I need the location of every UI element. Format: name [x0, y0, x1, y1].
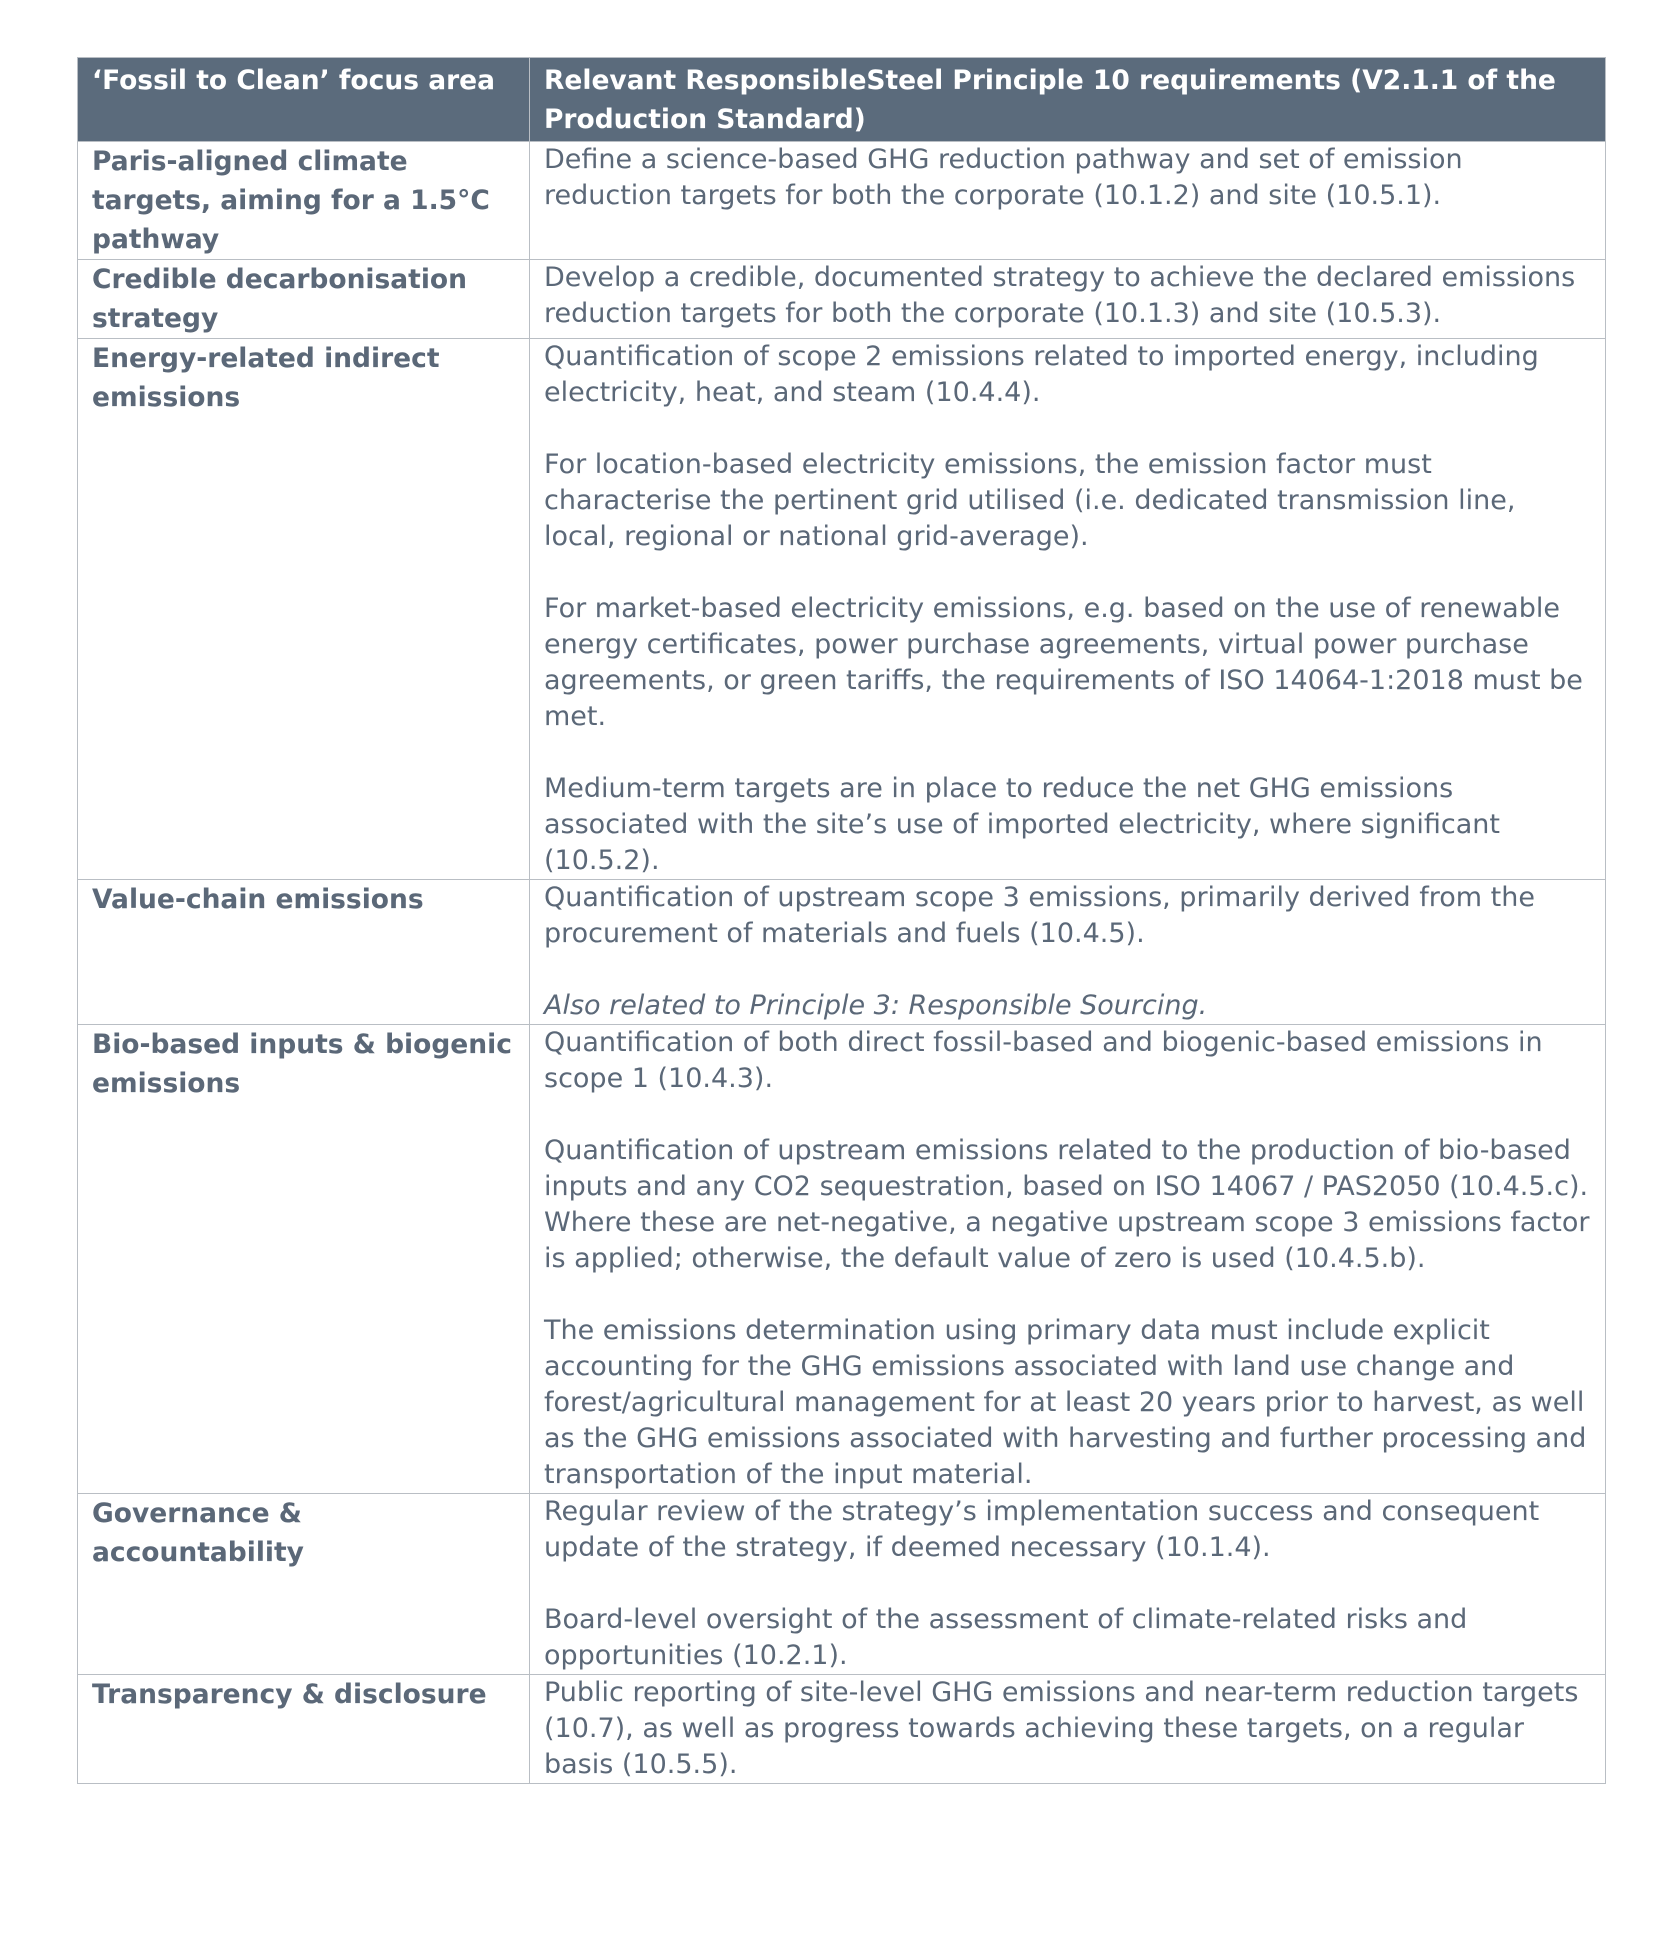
requirement-paragraph: Develop a credible, documented strategy to achieve the declared emissions reduction targets for both the corporate (10.1.3) and site (10.5.3).: [544, 262, 1576, 329]
requirements-cell: [530, 1494, 1606, 1675]
table-row: [78, 880, 1606, 1025]
table-header: [78, 58, 1606, 142]
requirement-paragraph: Quantification of both direct fossil-based and biogenic-based emissions in scope 1 (10.4.3).: [544, 1027, 1543, 1094]
requirements-cell: [530, 339, 1606, 880]
requirement-paragraph: Define a science-based GHG reduction pathway and set of emission reduction targets for both the corporate (10.1.2) and site (10.5.1).: [544, 144, 1463, 211]
requirement-paragraph: For market-based electricity emissions, e.g. based on the use of renewable energy certificates, power purchase agreements, virtual power purchase agreements, or green tariffs, the requirements of ISO 14064-1:2018 must be met.: [544, 593, 1583, 732]
header-requirements: Relevant ResponsibleSteel Principle 10 requirements (V2.1.1 of the Production Standard): [530, 58, 1606, 142]
header-row: [78, 58, 1606, 142]
focus-area-cell: Energy-related indirect emissions: [78, 339, 530, 880]
table-row: [78, 260, 1606, 339]
focus-area-cell: Value-chain emissions: [78, 880, 530, 1025]
requirement-paragraph: Public reporting of site-level GHG emissions and near-term reduction targets (10.7), as well as progress towards achieving these targets, on a regular basis (10.5.5).: [544, 1677, 1579, 1780]
requirements-cell: [530, 1675, 1606, 1784]
requirement-paragraph: Regular review of the strategy’s implementation success and consequent update of the strategy, if deemed necessary (10.1.4).: [544, 1496, 1540, 1563]
table-row: [78, 142, 1606, 260]
requirement-paragraph: Medium-term targets are in place to reduce the net GHG emissions associated with the site’s use of imported electricity, where significant (10.5.2).: [544, 773, 1500, 876]
focus-area-cell: Credible decarbonisation strategy: [78, 260, 530, 339]
requirement-paragraph: Quantification of scope 2 emissions related to imported energy, including electricity, heat, and steam (10.4.4).: [544, 341, 1539, 408]
table-row: [78, 1675, 1606, 1784]
table-row: [78, 1025, 1606, 1494]
requirements-cell: [530, 1025, 1606, 1494]
requirement-note: Also related to Principle 3: Responsible Sourcing.: [544, 990, 1208, 1021]
focus-area-cell: Paris-aligned climate targets, aiming for a 1.5°C pathway: [78, 142, 530, 260]
requirements-cell: [530, 142, 1606, 260]
focus-area-cell: Governance & accountability: [78, 1494, 530, 1675]
table-body: [78, 142, 1606, 1784]
focus-area-cell: Bio-based inputs & biogenic emissions: [78, 1025, 530, 1494]
requirement-paragraph: Quantification of upstream emissions related to the production of bio-based inputs and any CO2 sequestration, based on ISO 14067 / PAS2050 (10.4.5.c). Where these are net-negative, a negative upstream scope 3 emissions factor is applied; otherwise, the default value of zero is used (10.4.5.b).: [544, 1135, 1590, 1274]
requirement-paragraph: Quantification of upstream scope 3 emissions, primarily derived from the procurement of materials and fuels (10.4.5).: [544, 882, 1535, 949]
table-row: [78, 339, 1606, 880]
requirement-paragraph: The emissions determination using primary data must include explicit accounting for the GHG emissions associated with land use change and forest/agricultural management for at least 20 years prior to harvest, as well as the GHG emissions associated with harvesting and further processing and transportation of the input material.: [544, 1315, 1587, 1490]
focus-area-cell: Transparency & disclosure: [78, 1675, 530, 1784]
header-focus-area: ‘Fossil to Clean’ focus area: [78, 58, 530, 142]
principle-10-requirements-table: [77, 57, 1606, 1784]
requirement-paragraph: For location-based electricity emissions, the emission factor must characterise the pertinent grid utilised (i.e. dedicated transmission line, local, regional or national grid-average).: [544, 449, 1516, 552]
requirements-cell: [530, 260, 1606, 339]
requirement-paragraph: Board-level oversight of the assessment of climate-related risks and opportunities (10.2.1).: [544, 1604, 1468, 1671]
requirements-cell: [530, 880, 1606, 1025]
table-row: [78, 1494, 1606, 1675]
